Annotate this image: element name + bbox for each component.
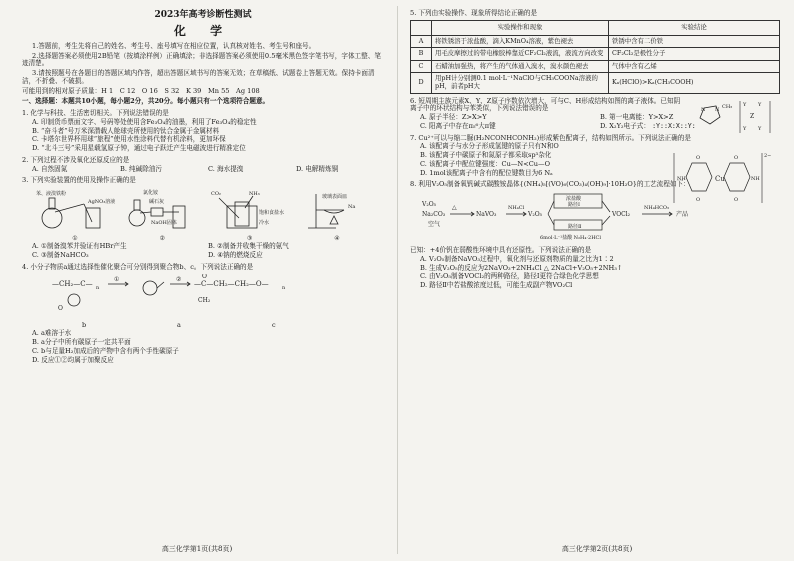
- label-a: a: [177, 320, 181, 329]
- q5-row-c-conclusion: 气体中含有乙烯: [609, 60, 780, 73]
- page-1-footer: 高三化学第1页(共8页): [161, 544, 233, 553]
- apparatus-4-number: ④: [334, 235, 340, 243]
- q4-structures: [52, 274, 352, 314]
- apparatus-4-label-b: Na: [347, 204, 356, 211]
- q4-option-b: B. a分子中所有碳原子一定共平面: [32, 337, 131, 346]
- q3-option-d: D. ④钠的燃烧反应: [208, 251, 263, 260]
- section-1-heading: 一、选择题：本题共10小题，每小题2分，共20分。每小题只有一个选项符合题意。: [22, 97, 270, 106]
- polymer-b-chain: —CH₂—C—: [52, 279, 93, 288]
- q5-header-operation: 实验操作和现象: [432, 20, 609, 35]
- polymer-b-subscript: n: [96, 284, 100, 291]
- q2-option-a: A. 自然固氮: [32, 164, 68, 173]
- flow-vocl2: VOCl₂: [612, 211, 631, 219]
- q2-option-b: B. 纯碱除油污: [120, 164, 163, 173]
- q5-row-d-label: D: [411, 73, 432, 93]
- q5-row-b-label: B: [411, 48, 432, 61]
- q8-process-flow: [422, 192, 780, 244]
- q8-option-d: D. 路径Ⅱ中若盐酸浓度过低，可能生成副产物VO₂Cl: [420, 281, 573, 290]
- q7-option-c: C. 该配离子中配位键强度：Cu—N<Cu—O: [420, 159, 551, 168]
- q7-o-1: O: [696, 154, 701, 161]
- apparatus-3-label-a: CO₂: [210, 191, 221, 198]
- q1-option-d: D. “北斗三号”采用星载氢原子钟，通过电子跃迁产生电磁波进行精准定位: [32, 144, 246, 153]
- q7-o-2: O: [696, 196, 701, 203]
- apparatus-1-label-a: 苯、液溴铁粉: [36, 191, 67, 198]
- apparatus-3-label-c: 饱和食盐水: [258, 210, 284, 217]
- q5-row-a-conclusion: 铁锈中含有二价铁: [609, 35, 780, 48]
- instruction-3: 3.请按照题号在各题目的答题区域内作答，超出答题区域书写的答案无效；在草稿纸、试题卷上答题无效。保持卡面清洁，不折叠、不破损。: [22, 69, 375, 85]
- molecule-a-ring: [143, 281, 157, 295]
- q5-row-c-label: C: [411, 60, 432, 73]
- q1-option-a: A. 印制货币票面文字、号码等处使用含Fe₃O₄的油墨，利用了Fe₃O₄的稳定性: [32, 117, 257, 126]
- apparatus-3-number: ③: [246, 235, 253, 243]
- q3-option-b: B. ②制备并收集干燥的氨气: [208, 242, 289, 251]
- q8-hint: 已知：+4价钒在弱酸性环境中具有还原性。下列说法正确的是: [410, 246, 592, 255]
- q6-option-c: C. 阳离子中存在π₅⁶大π键: [420, 121, 496, 130]
- apparatus-4-drawing: [296, 188, 378, 232]
- q7-stem: 7. Cu²⁺可以与缩二脲(H₂NCONHCONH₂)形成紫色配离子，结构如图所示。下列说法正确的是: [410, 133, 691, 142]
- q3-option-c: C. ③制备NaHCO₃: [32, 251, 89, 260]
- q5-row-b-operation: 用毛皮摩擦过的带电橡胶棒靠近CF₂Cl₂液流，液流方向改变: [432, 48, 609, 61]
- q8-stem: 8. 利用V₂O₅制备氧钒碱式碳酸铵晶体{(NH₄)₅[(VO)₆(CO₃)₄(OH)₉]·10H₂O}的工艺流程如下：: [410, 180, 690, 189]
- q5-row-c-operation: 石蜡油加强热，将产生的气体通入溴水，溴水颜色褪去: [432, 60, 609, 73]
- q6-anion-y-3: Y: [743, 125, 747, 132]
- apparatus-3-label-d: 冷水: [258, 220, 269, 227]
- q4-option-d: D. 反应①②均属于加聚反应: [32, 355, 114, 364]
- page-divider: [397, 6, 398, 554]
- polymer-c-methylene: CH₂: [198, 296, 211, 304]
- q5-header-conclusion: 实验结论: [609, 20, 780, 35]
- apparatus-2-drawing: [121, 188, 203, 232]
- apparatus-2-label-a: 氯化铵: [143, 190, 159, 197]
- q6-option-b: B. 第一电离能：Y>X>Z: [600, 113, 674, 122]
- q8-option-c: C. 由V₂O₅制备VOCl₂的两种路径，路径Ⅰ更符合绿色化学思想: [420, 272, 599, 281]
- q7-o-4: O: [734, 196, 739, 203]
- lactone-ring-b: [68, 294, 80, 306]
- q6-anion-y-2: Y: [758, 101, 762, 108]
- flow-navo3: NaVO₃: [476, 211, 497, 219]
- q7-option-b: B. 该配离子中碳原子和氮原子都采取sp³杂化: [420, 151, 552, 160]
- q1-option-c: C. 卡塔尔世界杯用球“旅程”使用水性涂料代替有机涂料，更加环保: [32, 135, 226, 144]
- flow-v2o5: V₂O₅: [528, 211, 543, 219]
- flow-reagent-2: NH₄Cl: [508, 205, 525, 212]
- polymer-c-carbonyl: O: [202, 273, 207, 280]
- q6-block: [410, 98, 780, 131]
- q1-option-b: B. “奋斗者”号万米深潜载人舱球壳所使用的钛合金属于金属材料: [32, 126, 220, 135]
- q5-header-row: [411, 20, 780, 35]
- q5-row-d-operation: 用pH计分别测0.1 mol·L⁻¹NaClO与CH₃COONa溶液的pH，前者pH大: [432, 73, 609, 93]
- instruction-1: 1.答题前，考生先将自己的姓名、考生号、座号填写在相应位置，认真核对姓名、考生号和座号。: [32, 41, 316, 50]
- flow-start: V₂O₅: [422, 201, 437, 209]
- reaction-marker-2: ②: [176, 275, 182, 283]
- apparatus-3-label-b: NH₃: [248, 191, 260, 198]
- q7-o-3: O: [734, 154, 739, 161]
- q5-row-a-label: A: [411, 35, 432, 48]
- exam-title: 2023年高考诊断性测试: [154, 10, 252, 20]
- subject-title: 化 学: [173, 23, 233, 38]
- page-2: [400, 0, 794, 561]
- apparatus-3: [209, 188, 291, 243]
- q1-stem: 1. 化学与科技、生活密切相关。下列说法错误的是: [22, 109, 169, 118]
- flow-route-1: 路径Ⅰ: [568, 202, 580, 209]
- q7-nh-right: NH: [751, 175, 760, 182]
- apparatus-1-drawing: [34, 188, 116, 232]
- label-c: c: [272, 320, 276, 329]
- q6-ring-n-2: N: [715, 106, 720, 113]
- q4-stem: 4. 小分子物质a通过选择性催化聚合可分别得到聚合物b、c。下列说法正确的是: [22, 262, 254, 271]
- flow-reagent-4: NH₄HCO₃: [644, 205, 670, 212]
- apparatus-4-label-a: 玻璃表面皿: [321, 194, 347, 201]
- flow-route-2-reagents: 6mol·L⁻¹盐酸 N₂H₄·2HCl: [540, 235, 601, 242]
- polymer-c-chain: —C—CH₂—CH₂—O—: [194, 279, 269, 288]
- table-row: [411, 35, 780, 48]
- q7-copper: Cu: [715, 174, 725, 183]
- q6-anion-y-4: Y: [758, 125, 762, 132]
- q5-table: [410, 20, 780, 94]
- q6-methyl: CH₃: [722, 103, 733, 110]
- q5-row-a-operation: 将铁锈溶于浓盐酸，滴入KMnO₄溶液，紫色褪去: [432, 35, 609, 48]
- q2-option-c: C. 海水提溴: [208, 164, 244, 173]
- apparatus-1-label-b: AgNO₃溶液: [88, 199, 116, 206]
- instruction-2: 2.选择题答案必须使用2B铅笔（按填涂样例）正确填涂；非选择题答案必须使用0.5毫米黑色签字笔书写，字体工整、笔迹清楚。: [22, 51, 381, 68]
- polymer-c-subscript: n: [282, 284, 286, 291]
- apparatus-2-label-c: NaOH固体: [151, 220, 178, 227]
- apparatus-2-number: ②: [159, 235, 166, 243]
- q4-structure-labels: [22, 322, 384, 330]
- flow-route-1-reagent: 浓盐酸: [566, 196, 582, 203]
- q5-row-b-conclusion: CF₂Cl₂是极性分子: [609, 48, 780, 61]
- q2-option-d: D. 电解精炼铜: [296, 164, 339, 173]
- q6-option-a: A. 原子半径：Z>X>Y: [420, 113, 487, 122]
- q8-flow-diagram: [422, 192, 722, 244]
- q4-option-a: A. a难溶于水: [32, 329, 72, 338]
- q7-nh-left: NH: [677, 175, 686, 182]
- table-row: [411, 73, 780, 93]
- table-row: [411, 60, 780, 73]
- reaction-marker-1: ①: [114, 275, 120, 283]
- flow-product: 产品: [676, 211, 689, 219]
- q6-anion-z: Z: [750, 112, 755, 120]
- q7-option-a: A. 该配离子与水分子形成氢键的原子只有N和O: [420, 142, 559, 151]
- q4-option-c: C. b与足量H₂加成后的产物中含有两个手性碳原子: [32, 346, 179, 355]
- q6-option-d-text: D. X₂Y₂电子式：: [600, 121, 650, 130]
- q5-header-blank: [411, 20, 432, 35]
- flow-reagent-1: Na₂CO₃: [422, 211, 446, 219]
- apparatus-4: [296, 188, 378, 243]
- atomic-masses: 可能用到的相对原子质量：H 1 C 12 O 16 S 32 K 39 Mn 55 Ag 108: [22, 86, 260, 95]
- q7-option-d: D. 1mol该配离子中含有的配位键数目为6 Nₐ: [420, 168, 553, 177]
- q3-apparatus: [22, 186, 384, 242]
- label-b: b: [82, 320, 87, 329]
- flow-air: 空气: [428, 221, 441, 229]
- q3-option-a: A. ①制备溴苯并验证有HBr产生: [32, 242, 127, 251]
- q8-option-b: B. 生成V₂O₅的反应为2NaVO₃+2NH₄Cl △ 2NaCl+V₂O₅+2NH₃↑: [420, 263, 623, 272]
- ring-oxygen-b: O: [58, 304, 63, 312]
- flow-route-2: 路径Ⅱ: [568, 224, 582, 231]
- q6-ring-n-1: N: [701, 106, 706, 113]
- apparatus-2-label-b: 碱石灰: [149, 199, 165, 206]
- q3-stem: 3. 下列实验装置的使用及操作正确的是: [22, 176, 136, 185]
- q2-stem: 2. 下列过程不涉及氧化还原反应的是: [22, 155, 130, 164]
- table-row: [411, 48, 780, 61]
- q6-anion-y-1: Y: [743, 101, 747, 108]
- q7-charge: 2−: [764, 152, 772, 159]
- apparatus-1: [34, 188, 116, 243]
- flow-heat: △: [452, 204, 457, 212]
- q6-ionic-liquid-structure: [688, 98, 778, 136]
- q4-reaction-diagram: [22, 274, 384, 322]
- apparatus-3-drawing: [209, 188, 291, 232]
- apparatus-1-number: ①: [72, 235, 78, 243]
- page-2-footer: 高三化学第2页(共8页): [561, 544, 633, 553]
- page-1: [0, 0, 394, 561]
- q3-options-row-2: [22, 252, 384, 260]
- q6-stem: 6. 短周期主族元素X、Y、Z原子序数依次增大，可与C、H形成结构如图的离子液体。已知阴离子中的环状结构与苯类似，下列说法错误的是: [410, 96, 681, 113]
- q6-electron-formula: :Y::X:X::Y:: [652, 121, 696, 130]
- q3-options-row-1: [22, 243, 384, 251]
- q5-row-d-conclusion: Kₐ(HClO)>Kₐ(CH₃COOH): [609, 73, 780, 93]
- q5-stem: 5. 下列由实验操作、现象所得结论正确的是: [410, 9, 538, 17]
- q2-options: [22, 166, 384, 174]
- q8-option-a: A. V₂O₅制备NaVO₃过程中，氧化剂与还原剂物质的量之比为1∶2: [420, 254, 614, 263]
- apparatus-2: [121, 188, 203, 243]
